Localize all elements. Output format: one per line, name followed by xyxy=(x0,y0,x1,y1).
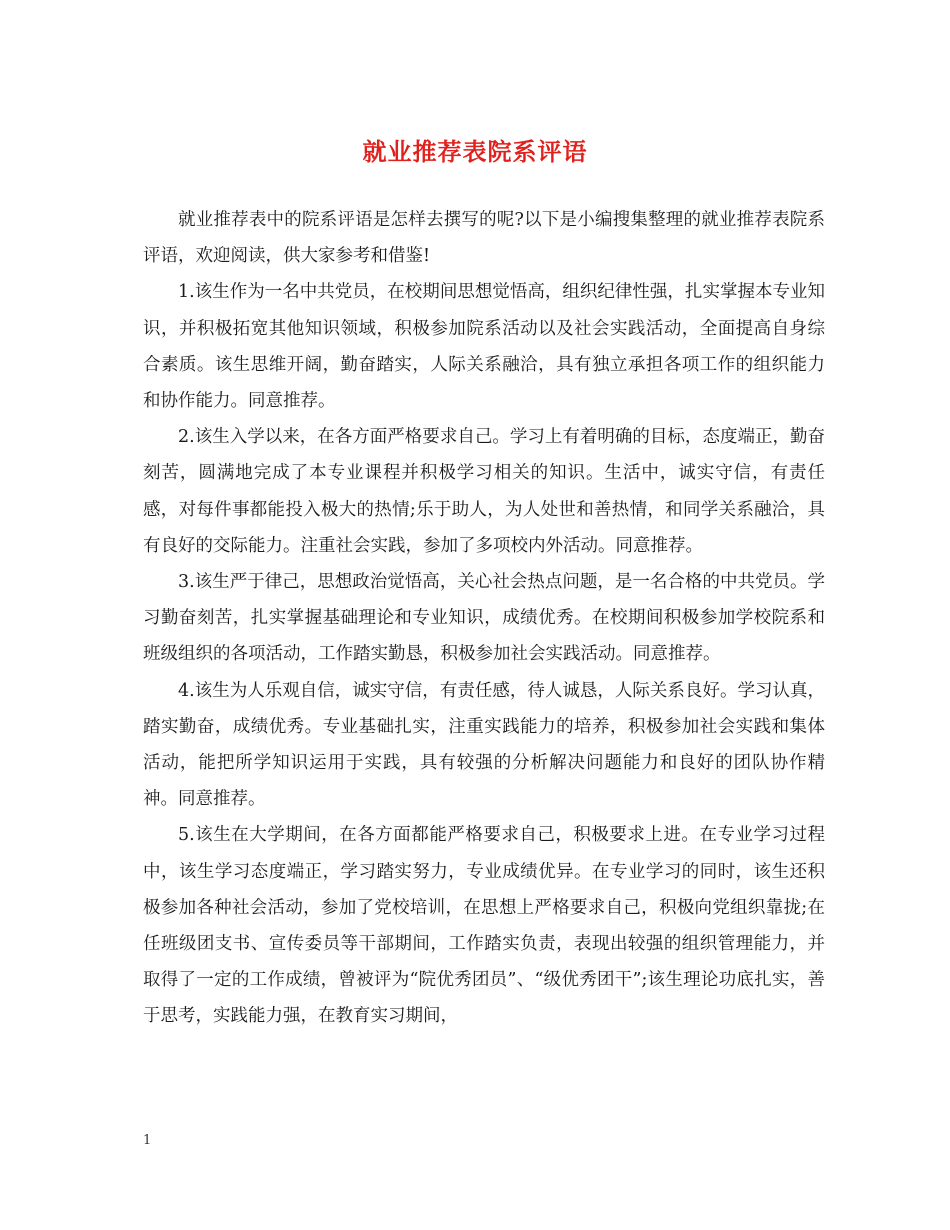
comment-paragraph-3: 3.该生严于律己，思想政治觉悟高，关心社会热点问题，是一名合格的中共党员。学习勤奋刻苦，扎实掌握基础理论和专业知识，成绩优秀。在校期间积极参加学校院系和班级组织的各项活动，工作踏实勤恳，积极参加社会实践活动。同意推荐。 xyxy=(143,572,825,665)
comment-paragraph-2: 2.该生入学以来，在各方面严格要求自己。学习上有着明确的目标，态度端正，勤奋刻苦，圆满地完成了本专业课程并积极学习相关的知识。生活中，诚实守信，有责任感，对每件事都能投入极大的热情;乐于助人，为人处世和善热情，和同学关系融洽，具有良好的交际能力。注重社会实践，参加了多项校内外活动。同意推荐。 xyxy=(143,427,825,556)
comment-paragraph-1: 1.该生作为一名中共党员，在校期间思想觉悟高，组织纪律性强，扎实掌握本专业知识，并积极拓宽其他知识领域，积极参加院系活动以及社会实践活动，全面提高自身综合素质。该生思维开阔，勤奋踏实，人际关系融洽，具有独立承担各项工作的组织能力和协作能力。同意推荐。 xyxy=(143,282,825,412)
document-body xyxy=(143,202,825,1035)
comment-paragraph-5: 5.该生在大学期间，在各方面都能严格要求自己，积极要求上进。在专业学习过程中，该生学习态度端正，学习踏实努力，专业成绩优异。在专业学习的同时，该生还积极参加各种社会活动，参加了党校培训，在思想上严格要求自己，积极向党组织靠拢;在任班级团支书、宣传委员等干部期间，工作踏实负责，表现出较强的组织管理能力，并取得了一定的工作成绩，曾被评为“院优秀团员”、“级优秀团干”;该生理论功底扎实，善于思考，实践能力强，在教育实习期间， xyxy=(143,825,825,1027)
page-number: 1 xyxy=(143,1133,152,1148)
intro-paragraph: 就业推荐表中的院系评语是怎样去撰写的呢?以下是小编搜集整理的就业推荐表院系评语，欢迎阅读，供大家参考和借鉴! xyxy=(143,210,825,267)
comment-paragraph-4: 4.该生为人乐观自信，诚实守信，有责任感，待人诚恳，人际关系良好。学习认真，踏实勤奋，成绩优秀。专业基础扎实，注重实践能力的培养，积极参加社会实践和集体活动，能把所学知识运用于实践，具有较强的分析解决问题能力和良好的团队协作精神。同意推荐。 xyxy=(143,680,825,810)
page-title: 就业推荐表院系评语 xyxy=(362,137,588,166)
